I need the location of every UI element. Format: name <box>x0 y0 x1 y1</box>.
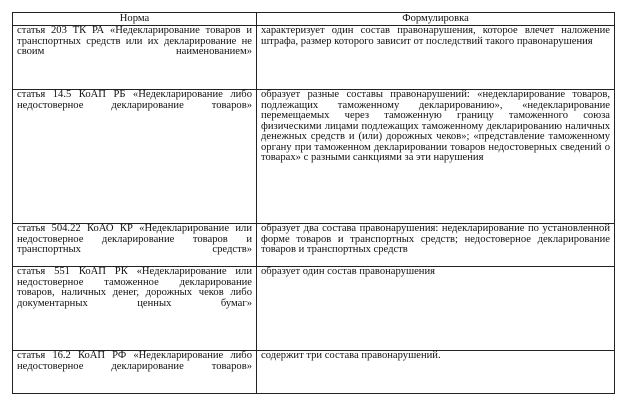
norm-cell: статья 203 ТК РА «Недекларирование товаров и транспортных средств или их декларирование не своим наименованием» <box>13 26 257 90</box>
table-row <box>13 224 615 267</box>
norm-cell: статья 14.5 КоАП РБ «Недекларирование либо недостоверное декларирование товаров» <box>13 90 257 224</box>
formulation-cell: характеризует один состав правонарушения, которое влечет наложение штрафа, размер которого зависит от последствий такого правонарушения <box>257 26 615 90</box>
table-row <box>13 90 615 224</box>
table-row <box>13 351 615 394</box>
table-row <box>13 26 615 90</box>
formulation-cell: образует разные составы правонарушений: «недекларирование товаров, подлежащих таможенному декларированию», «недекларирование перемещаемых через таможенную границу таможенного союза физическими лицами подлежащих таможенному декларированию наличных денежных средств и (или) дорожных чеков»; «представление таможенному органу при таможенном декларировании товаров недостоверных сведений о товарах» с разными санкциями за эти нарушения <box>257 90 615 224</box>
table-row <box>13 267 615 351</box>
norm-cell: статья 16.2 КоАП РФ «Недекларирование либо недостоверное декларирование товаров» <box>13 351 257 394</box>
formulation-cell: образует один состав правонарушения <box>257 267 615 351</box>
formulation-cell: образует два состава правонарушения: недекларирование по установленной форме товаров и транспортных средств; недостоверное декларирование товаров и транспортных средств <box>257 224 615 267</box>
norms-comparison-table <box>12 12 615 394</box>
header-norm: Норма <box>13 13 257 26</box>
norm-cell: статья 504.22 КоАО КР «Недекларирование или недостоверное декларирование товаров и транспортных средств» <box>13 224 257 267</box>
norm-cell: статья 551 КоАП РК «Недекларирование или недостоверное таможенное декларирование товаров, наличных денег, дорожных чеков либо документарных ценных бумаг» <box>13 267 257 351</box>
header-formulation: Формулировка <box>257 13 615 26</box>
table-header-row <box>13 13 615 26</box>
formulation-cell: содержит три состава правонарушений. <box>257 351 615 394</box>
